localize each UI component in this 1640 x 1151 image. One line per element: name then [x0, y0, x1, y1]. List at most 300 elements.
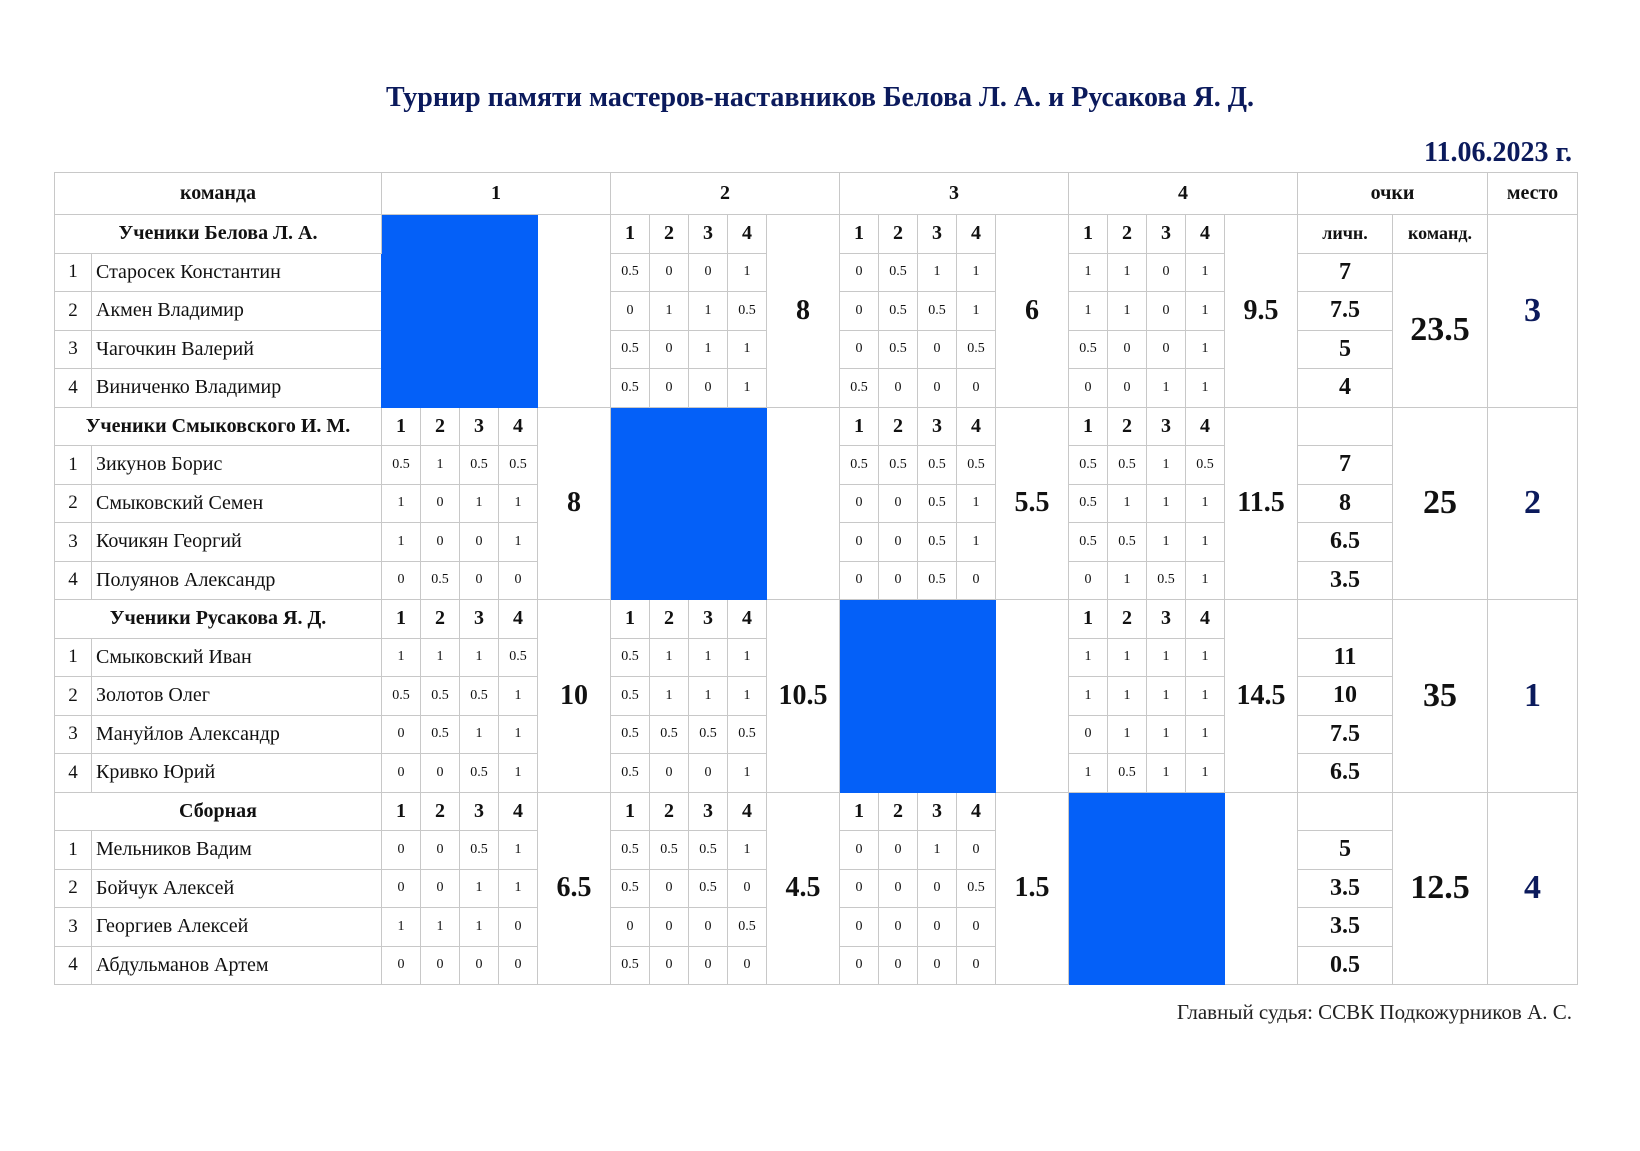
player-name: Золотов Олег	[92, 677, 382, 716]
board-number: 4	[499, 407, 538, 446]
game-result: 1	[1186, 253, 1225, 292]
game-result: 0	[918, 908, 957, 947]
personal-points: 7.5	[1298, 292, 1393, 331]
board-number: 1	[382, 600, 421, 639]
game-result: 1	[382, 638, 421, 677]
personal-points: 7.5	[1298, 715, 1393, 754]
game-result: 1	[499, 523, 538, 562]
game-result: 0.5	[650, 715, 689, 754]
team-match-total: 14.5	[1225, 600, 1298, 793]
board-number: 3	[918, 215, 957, 254]
game-result: 0	[1069, 561, 1108, 600]
board-number: 4	[1186, 215, 1225, 254]
player-name: Бойчук Алексей	[92, 869, 382, 908]
player-name: Георгиев Алексей	[92, 908, 382, 947]
board-number: 1	[611, 215, 650, 254]
game-result: 1	[1108, 715, 1147, 754]
points-column-header: очки	[1298, 173, 1488, 215]
board-number: 1	[840, 792, 879, 831]
game-result: 0	[1147, 292, 1186, 331]
board-number: 3	[460, 600, 499, 639]
game-result: 0.5	[611, 638, 650, 677]
game-result: 0	[1147, 253, 1186, 292]
board-number: 1	[611, 792, 650, 831]
player-number: 1	[55, 831, 92, 870]
game-result: 1	[1147, 754, 1186, 793]
game-result: 0	[918, 946, 957, 985]
game-result: 0	[840, 253, 879, 292]
game-result: 0	[957, 946, 996, 985]
team-points-value: 25	[1393, 407, 1488, 600]
game-result: 0.5	[611, 831, 650, 870]
board-number: 2	[879, 407, 918, 446]
player-name: Кривко Юрий	[92, 754, 382, 793]
personal-points: 4	[1298, 369, 1393, 408]
game-result: 0	[1147, 330, 1186, 369]
game-result: 0	[689, 946, 728, 985]
game-result: 0.5	[957, 869, 996, 908]
game-result: 0	[460, 946, 499, 985]
board-number: 3	[689, 792, 728, 831]
game-result: 0	[840, 330, 879, 369]
game-result: 0.5	[728, 908, 767, 947]
board-number: 1	[611, 600, 650, 639]
game-result: 0.5	[879, 292, 918, 331]
board-number: 3	[460, 792, 499, 831]
game-result: 0.5	[611, 369, 650, 408]
game-result: 0	[957, 369, 996, 408]
game-result: 0	[728, 946, 767, 985]
game-result: 0.5	[879, 253, 918, 292]
place-column-header: место	[1488, 173, 1578, 215]
game-result: 0.5	[918, 523, 957, 562]
game-result: 0	[421, 831, 460, 870]
player-name: Абдульманов Артем	[92, 946, 382, 985]
player-number: 2	[55, 869, 92, 908]
game-result: 1	[728, 831, 767, 870]
board-number: 3	[1147, 215, 1186, 254]
player-number: 3	[55, 908, 92, 947]
game-result: 0.5	[611, 253, 650, 292]
game-result: 1	[1186, 754, 1225, 793]
self-play-block	[382, 215, 538, 408]
game-result: 1	[728, 330, 767, 369]
game-result: 1	[382, 908, 421, 947]
team-match-total: 10.5	[767, 600, 840, 793]
game-result: 1	[650, 292, 689, 331]
personal-points: 6.5	[1298, 523, 1393, 562]
game-result: 0.5	[382, 677, 421, 716]
game-result: 0	[499, 908, 538, 947]
team-match-total	[767, 407, 840, 600]
game-result: 0	[879, 523, 918, 562]
game-result: 0	[689, 754, 728, 793]
game-result: 0	[689, 253, 728, 292]
game-result: 0.5	[499, 638, 538, 677]
game-result: 0.5	[611, 677, 650, 716]
game-result: 0	[650, 754, 689, 793]
player-number: 1	[55, 253, 92, 292]
game-result: 1	[1147, 369, 1186, 408]
team-match-total: 8	[767, 215, 840, 408]
game-result: 1	[460, 869, 499, 908]
game-result: 0.5	[918, 446, 957, 485]
player-number: 2	[55, 677, 92, 716]
self-play-block	[1069, 792, 1225, 985]
game-result: 0.5	[1069, 523, 1108, 562]
personal-points: 6.5	[1298, 754, 1393, 793]
game-result: 1	[499, 831, 538, 870]
game-result: 1	[1147, 484, 1186, 523]
team-name: Ученики Русакова Я. Д.	[55, 600, 382, 639]
board-number: 1	[1069, 215, 1108, 254]
page-title: Турнир памяти мастеров-наставников Белова Л. А. и Русакова Я. Д.	[386, 82, 1254, 113]
personal-points: 10	[1298, 677, 1393, 716]
game-result: 1	[689, 330, 728, 369]
game-result: 0.5	[499, 446, 538, 485]
game-result: 0.5	[1108, 523, 1147, 562]
game-result: 1	[1186, 292, 1225, 331]
team-place: 4	[1488, 792, 1578, 985]
board-number: 4	[728, 792, 767, 831]
game-result: 0	[840, 561, 879, 600]
tournament-date: 11.06.2023 г.	[1423, 137, 1572, 168]
personal-points-blank	[1298, 792, 1393, 831]
player-name: Смыковский Иван	[92, 638, 382, 677]
game-result: 1	[1108, 638, 1147, 677]
board-number: 2	[650, 792, 689, 831]
game-result: 1	[1186, 677, 1225, 716]
board-number: 2	[421, 600, 460, 639]
game-result: 0.5	[840, 446, 879, 485]
team-match-total: 5.5	[996, 407, 1069, 600]
player-number: 4	[55, 946, 92, 985]
board-number: 4	[728, 600, 767, 639]
game-result: 1	[1186, 523, 1225, 562]
game-result: 1	[1147, 638, 1186, 677]
game-result: 0.5	[421, 715, 460, 754]
game-result: 1	[1108, 292, 1147, 331]
board-number: 4	[728, 215, 767, 254]
game-result: 0	[879, 869, 918, 908]
game-result: 0	[382, 754, 421, 793]
game-result: 1	[1108, 561, 1147, 600]
game-result: 1	[421, 908, 460, 947]
personal-points: 11	[1298, 638, 1393, 677]
game-result: 0.5	[460, 446, 499, 485]
personal-points: 5	[1298, 330, 1393, 369]
game-result: 0.5	[1108, 754, 1147, 793]
personal-points: 3.5	[1298, 869, 1393, 908]
game-result: 0.5	[421, 677, 460, 716]
game-result: 0	[840, 869, 879, 908]
game-result: 1	[1186, 561, 1225, 600]
team-match-total: 10	[538, 600, 611, 793]
game-result: 0	[421, 754, 460, 793]
player-name: Мануйлов Александр	[92, 715, 382, 754]
board-number: 4	[1186, 600, 1225, 639]
game-result: 0.5	[918, 484, 957, 523]
player-number: 1	[55, 446, 92, 485]
game-result: 0.5	[460, 754, 499, 793]
game-result: 0.5	[611, 330, 650, 369]
team-match-total: 6	[996, 215, 1069, 408]
game-result: 1	[1069, 754, 1108, 793]
game-result: 0	[1069, 715, 1108, 754]
game-result: 0.5	[650, 831, 689, 870]
board-number: 4	[499, 792, 538, 831]
game-result: 0.5	[1147, 561, 1186, 600]
game-result: 1	[728, 638, 767, 677]
game-result: 0	[840, 908, 879, 947]
game-result: 0	[499, 946, 538, 985]
team-match-total: 4.5	[767, 792, 840, 985]
game-result: 1	[689, 677, 728, 716]
self-play-block	[611, 407, 767, 600]
team-place: 1	[1488, 600, 1578, 793]
board-number: 4	[1186, 407, 1225, 446]
game-result: 0.5	[728, 715, 767, 754]
chief-judge: Главный судья: ССВК Подкожурников А. С.	[1176, 1000, 1572, 1024]
game-result: 0	[1108, 369, 1147, 408]
board-number: 3	[460, 407, 499, 446]
game-result: 0	[382, 561, 421, 600]
game-result: 1	[957, 484, 996, 523]
personal-points: 5	[1298, 831, 1393, 870]
game-result: 0	[689, 369, 728, 408]
game-result: 0	[879, 369, 918, 408]
game-result: 1	[1186, 638, 1225, 677]
board-number: 3	[689, 215, 728, 254]
team-header-row	[55, 792, 1578, 831]
game-result: 0	[650, 869, 689, 908]
game-result: 0.5	[957, 446, 996, 485]
game-result: 0	[650, 369, 689, 408]
game-result: 1	[689, 292, 728, 331]
personal-points-blank	[1298, 600, 1393, 639]
board-number: 4	[957, 792, 996, 831]
game-result: 0.5	[611, 946, 650, 985]
player-number: 3	[55, 330, 92, 369]
game-result: 0.5	[689, 715, 728, 754]
game-result: 1	[957, 523, 996, 562]
team-header-row	[55, 215, 1578, 254]
game-result: 0	[957, 831, 996, 870]
personal-points: 3.5	[1298, 908, 1393, 947]
board-number: 1	[840, 215, 879, 254]
game-result: 0	[840, 946, 879, 985]
game-result: 0	[918, 330, 957, 369]
player-number: 2	[55, 484, 92, 523]
game-result: 1	[421, 638, 460, 677]
game-result: 0.5	[1069, 330, 1108, 369]
game-result: 1	[1147, 677, 1186, 716]
player-number: 4	[55, 369, 92, 408]
board-number: 3	[689, 600, 728, 639]
game-result: 1	[499, 677, 538, 716]
game-result: 1	[650, 638, 689, 677]
game-result: 0.5	[957, 330, 996, 369]
game-result: 0.5	[460, 831, 499, 870]
game-result: 0.5	[1069, 484, 1108, 523]
game-result: 1	[957, 253, 996, 292]
game-result: 1	[1147, 446, 1186, 485]
board-number: 3	[918, 792, 957, 831]
opponent-column-header: 1	[382, 173, 611, 215]
team-column-header: команда	[55, 173, 382, 215]
team-points-value: 23.5	[1393, 253, 1488, 407]
game-result: 0	[650, 330, 689, 369]
game-result: 0.5	[1069, 446, 1108, 485]
game-result: 1	[1108, 677, 1147, 716]
team-name: Ученики Смыковского И. М.	[55, 407, 382, 446]
board-number: 1	[382, 792, 421, 831]
board-number: 1	[1069, 600, 1108, 639]
game-result: 1	[728, 253, 767, 292]
game-result: 1	[499, 484, 538, 523]
player-name: Кочикян Георгий	[92, 523, 382, 562]
game-result: 0.5	[879, 446, 918, 485]
game-result: 0	[382, 869, 421, 908]
game-result: 0	[421, 484, 460, 523]
player-name: Старосек Константин	[92, 253, 382, 292]
personal-points: 0.5	[1298, 946, 1393, 985]
game-result: 0.5	[840, 369, 879, 408]
personal-points: 7	[1298, 253, 1393, 292]
game-result: 1	[499, 715, 538, 754]
player-name: Полуянов Александр	[92, 561, 382, 600]
game-result: 0	[879, 561, 918, 600]
board-number: 1	[382, 407, 421, 446]
game-result: 0	[957, 908, 996, 947]
player-name: Мельников Вадим	[92, 831, 382, 870]
game-result: 1	[1108, 484, 1147, 523]
game-result: 1	[460, 484, 499, 523]
player-number: 2	[55, 292, 92, 331]
team-points-value: 35	[1393, 600, 1488, 793]
game-result: 0	[611, 908, 650, 947]
team-header-row	[55, 407, 1578, 446]
game-result: 1	[1069, 677, 1108, 716]
player-name: Чагочкин Валерий	[92, 330, 382, 369]
board-number: 2	[879, 215, 918, 254]
board-number: 3	[1147, 407, 1186, 446]
personal-points-blank	[1298, 407, 1393, 446]
game-result: 0.5	[918, 561, 957, 600]
game-result: 0.5	[689, 869, 728, 908]
game-result: 0.5	[421, 561, 460, 600]
game-result: 0	[421, 946, 460, 985]
player-number: 1	[55, 638, 92, 677]
team-name: Ученики Белова Л. А.	[55, 215, 382, 254]
game-result: 0.5	[460, 677, 499, 716]
team-match-total: 8	[538, 407, 611, 600]
board-number: 2	[421, 407, 460, 446]
game-result: 0	[728, 869, 767, 908]
opponent-column-header: 3	[840, 173, 1069, 215]
team-match-total	[996, 600, 1069, 793]
game-result: 0.5	[611, 869, 650, 908]
header-row	[55, 173, 1578, 215]
player-number: 3	[55, 715, 92, 754]
team-points-value: 12.5	[1393, 792, 1488, 985]
player-name: Смыковский Семен	[92, 484, 382, 523]
game-result: 0.5	[382, 446, 421, 485]
game-result: 1	[728, 677, 767, 716]
game-result: 1	[1186, 369, 1225, 408]
team-match-total: 6.5	[538, 792, 611, 985]
board-number: 2	[650, 215, 689, 254]
game-result: 1	[650, 677, 689, 716]
personal-points: 7	[1298, 446, 1393, 485]
team-points-header: команд.	[1393, 215, 1488, 254]
board-number: 2	[650, 600, 689, 639]
player-number: 3	[55, 523, 92, 562]
game-result: 1	[1186, 484, 1225, 523]
personal-points: 3.5	[1298, 561, 1393, 600]
game-result: 0	[918, 869, 957, 908]
game-result: 0	[840, 484, 879, 523]
board-number: 1	[1069, 407, 1108, 446]
team-name: Сборная	[55, 792, 382, 831]
game-result: 0	[382, 831, 421, 870]
player-number: 4	[55, 561, 92, 600]
game-result: 0.5	[879, 330, 918, 369]
game-result: 1	[1147, 715, 1186, 754]
game-result: 0	[957, 561, 996, 600]
team-match-total: 1.5	[996, 792, 1069, 985]
board-number: 1	[840, 407, 879, 446]
game-result: 0	[1108, 330, 1147, 369]
game-result: 1	[499, 754, 538, 793]
game-result: 1	[1069, 292, 1108, 331]
game-result: 0.5	[611, 715, 650, 754]
game-result: 1	[382, 523, 421, 562]
game-result: 0	[879, 831, 918, 870]
game-result: 0	[840, 292, 879, 331]
game-result: 0.5	[611, 754, 650, 793]
game-result: 1	[460, 638, 499, 677]
team-match-total	[538, 215, 611, 408]
personal-points-header: личн.	[1298, 215, 1393, 254]
board-number: 2	[879, 792, 918, 831]
game-result: 1	[689, 638, 728, 677]
opponent-column-header: 4	[1069, 173, 1298, 215]
game-result: 0.5	[1108, 446, 1147, 485]
game-result: 1	[728, 369, 767, 408]
game-result: 0	[840, 831, 879, 870]
game-result: 0	[650, 946, 689, 985]
game-result: 0.5	[689, 831, 728, 870]
game-result: 0	[879, 946, 918, 985]
board-number: 3	[1147, 600, 1186, 639]
game-result: 1	[1108, 253, 1147, 292]
game-result: 0	[611, 292, 650, 331]
board-number: 4	[499, 600, 538, 639]
game-result: 0	[650, 908, 689, 947]
game-result: 1	[1186, 715, 1225, 754]
team-header-row	[55, 600, 1578, 639]
game-result: 1	[421, 446, 460, 485]
self-play-block	[840, 600, 996, 793]
personal-points: 8	[1298, 484, 1393, 523]
player-name: Акмен Владимир	[92, 292, 382, 331]
team-place: 2	[1488, 407, 1578, 600]
game-result: 0	[689, 908, 728, 947]
game-result: 1	[460, 908, 499, 947]
board-number: 4	[957, 407, 996, 446]
game-result: 0	[1069, 369, 1108, 408]
